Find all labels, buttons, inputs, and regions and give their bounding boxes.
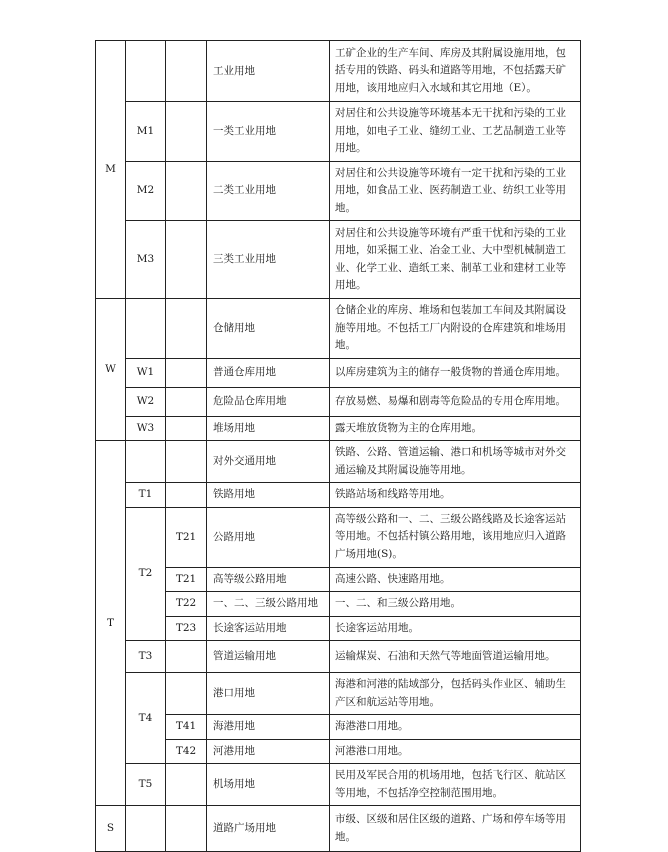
- minor-code: T21: [166, 567, 207, 592]
- medium-code: W2: [126, 387, 166, 416]
- major-code: W: [96, 299, 126, 441]
- category-description: 海港港口用地。: [330, 715, 581, 740]
- table-row: [96, 806, 581, 852]
- minor-code: [166, 161, 207, 221]
- category-name: 铁路用地: [207, 483, 330, 508]
- minor-code: [166, 483, 207, 508]
- category-description: 河港港口用地。: [330, 739, 581, 764]
- category-description: 高速公路、快速路用地。: [330, 567, 581, 592]
- category-description: 对居住和公共设施等环境有一定干扰和污染的工业用地，如食品工业、医药制造工业、纺织工业等用地。: [330, 161, 581, 221]
- minor-code: [166, 416, 207, 441]
- category-name: 一类工业用地: [207, 102, 330, 162]
- medium-code: [126, 41, 166, 102]
- table-row: [96, 483, 581, 508]
- category-description: 对居住和公共设施等环境有严重干忧和污染的工业用地，如采掘工业、冶金工业、大中型机械制造工业、化学工业、造纸工来、制革工业和建材工业等用地。: [330, 221, 581, 299]
- category-description: 仓储企业的库房、堆场和包装加工车间及其附属设施等用地。不包括工厂内附设的仓库建筑和堆场用地。: [330, 299, 581, 359]
- minor-code: [166, 221, 207, 299]
- category-description: 市级、区级和居住区级的道路、广场和停车场等用地。: [330, 806, 581, 852]
- category-name: 管道运输用地: [207, 641, 330, 673]
- category-name: 高等级公路用地: [207, 567, 330, 592]
- medium-code: T2: [126, 507, 166, 641]
- table-row: [96, 507, 581, 567]
- minor-code: T22: [166, 592, 207, 617]
- minor-code: [166, 641, 207, 673]
- category-name: 仓储用地: [207, 299, 330, 359]
- table-row: [96, 592, 581, 617]
- table-row: [96, 616, 581, 641]
- medium-code: T4: [126, 673, 166, 764]
- minor-code: [166, 673, 207, 715]
- category-name: 一、二、三级公路用地: [207, 592, 330, 617]
- category-name: 公路用地: [207, 507, 330, 567]
- minor-code: [166, 387, 207, 416]
- table-row: [96, 715, 581, 740]
- minor-code: T21: [166, 507, 207, 567]
- table-row: [96, 441, 581, 483]
- category-name: 长途客运站用地: [207, 616, 330, 641]
- category-description: 铁路、公路、管道运输、港口和机场等城市对外交通运输及其附属设施等用地。: [330, 441, 581, 483]
- land-use-table: [95, 40, 581, 852]
- major-code: S: [96, 806, 126, 852]
- minor-code: [166, 299, 207, 359]
- category-description: 长途客运站用地。: [330, 616, 581, 641]
- table-row: [96, 764, 581, 806]
- category-name: 河港用地: [207, 739, 330, 764]
- category-description: 海港和河港的陆域部分，包括码头作业区、辅助生产区和航运站等用地。: [330, 673, 581, 715]
- minor-code: [166, 806, 207, 852]
- category-description: 露天堆放货物为主的仓库用地。: [330, 416, 581, 441]
- minor-code: [166, 102, 207, 162]
- table-row: [96, 641, 581, 673]
- category-description: 一、二、和三级公路用地。: [330, 592, 581, 617]
- category-name: 二类工业用地: [207, 161, 330, 221]
- medium-code: W1: [126, 358, 166, 387]
- minor-code: [166, 764, 207, 806]
- minor-code: T42: [166, 739, 207, 764]
- category-name: 道路广场用地: [207, 806, 330, 852]
- major-code: M: [96, 41, 126, 299]
- category-name: 三类工业用地: [207, 221, 330, 299]
- category-description: 工矿企业的生产车间、库房及其附属设施用地，包括专用的铁路、码头和道路等用地，不包括露天矿用地，该用地应归入水域和其它用地（E）。: [330, 41, 581, 102]
- medium-code: T3: [126, 641, 166, 673]
- table-row: [96, 41, 581, 102]
- category-name: 普通仓库用地: [207, 358, 330, 387]
- medium-code: T5: [126, 764, 166, 806]
- table-row: [96, 102, 581, 162]
- category-description: 高等级公路和一、二、三级公路线路及长途客运站等用地。不包括村镇公路用地，该用地应归入道路广场用地(S)。: [330, 507, 581, 567]
- table-row: [96, 161, 581, 221]
- category-description: 运输煤炭、石油和天然气等地面管道运输用地。: [330, 641, 581, 673]
- category-name: 工业用地: [207, 41, 330, 102]
- medium-code: [126, 806, 166, 852]
- category-description: 民用及军民合用的机场用地，包括飞行区、航站区等用地，不包括净空控制范围用地。: [330, 764, 581, 806]
- minor-code: [166, 358, 207, 387]
- category-description: 以库房建筑为主的储存一般货物的普通仓库用地。: [330, 358, 581, 387]
- table-row: [96, 673, 581, 715]
- table-row: [96, 739, 581, 764]
- table-row: [96, 358, 581, 387]
- medium-code: [126, 299, 166, 359]
- category-name: 危险品仓库用地: [207, 387, 330, 416]
- minor-code: T23: [166, 616, 207, 641]
- category-name: 机场用地: [207, 764, 330, 806]
- medium-code: M3: [126, 221, 166, 299]
- major-code: T: [96, 441, 126, 806]
- category-description: 对居住和公共设施等环境基本无干扰和污染的工业用地，如电子工业、缝纫工业、工艺品制造工业等用地。: [330, 102, 581, 162]
- medium-code: M1: [126, 102, 166, 162]
- category-name: 海港用地: [207, 715, 330, 740]
- category-name: 堆场用地: [207, 416, 330, 441]
- medium-code: T1: [126, 483, 166, 508]
- medium-code: [126, 441, 166, 483]
- minor-code: T41: [166, 715, 207, 740]
- table-row: [96, 299, 581, 359]
- minor-code: [166, 41, 207, 102]
- table-row: [96, 416, 581, 441]
- table-row: [96, 387, 581, 416]
- table-row: [96, 567, 581, 592]
- table-row: [96, 221, 581, 299]
- category-description: 存放易燃、易爆和剧毒等危险品的专用仓库用地。: [330, 387, 581, 416]
- category-name: 对外交通用地: [207, 441, 330, 483]
- category-name: 港口用地: [207, 673, 330, 715]
- category-description: 铁路站场和线路等用地。: [330, 483, 581, 508]
- medium-code: W3: [126, 416, 166, 441]
- minor-code: [166, 441, 207, 483]
- medium-code: M2: [126, 161, 166, 221]
